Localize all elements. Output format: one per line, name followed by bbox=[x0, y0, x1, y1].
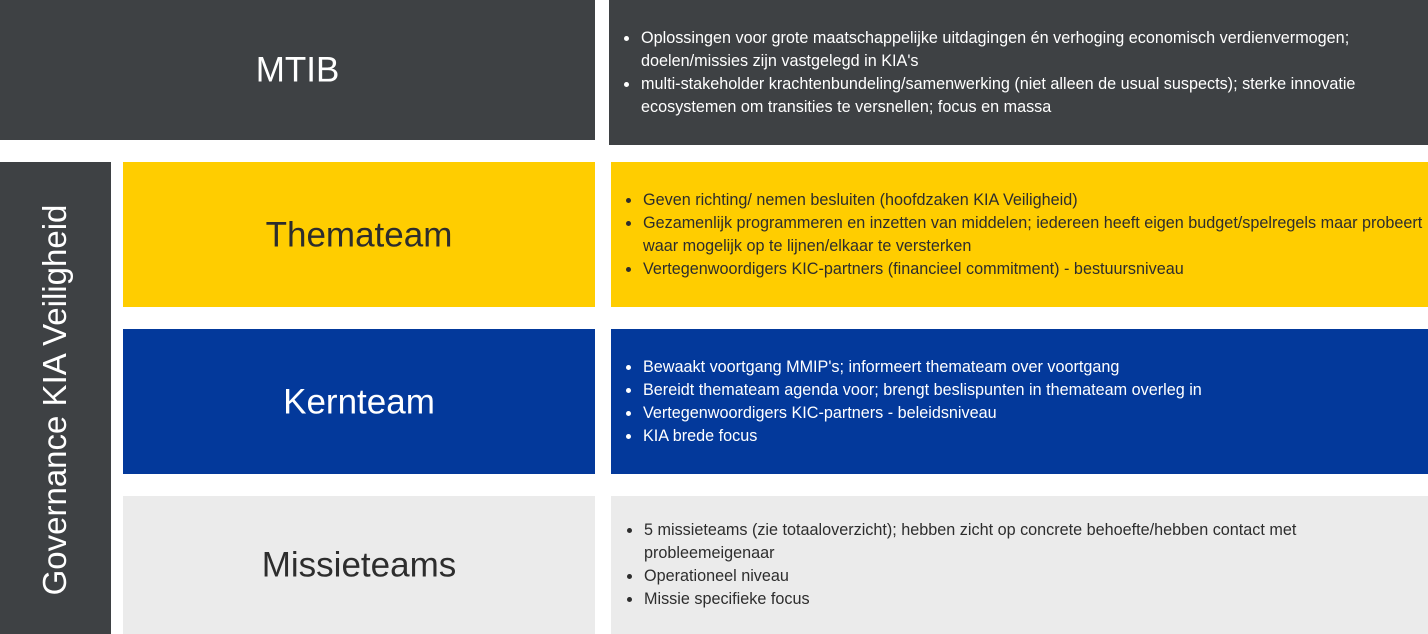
missieteams-bullet: 5 missieteams (zie totaaloverzicht); hebben zicht op concrete behoefte/hebben contact met probleemeigenaar bbox=[644, 519, 1404, 565]
kernteam-title: Kernteam bbox=[283, 382, 435, 421]
themateam-bullet-list bbox=[621, 189, 1423, 281]
kernteam-bullet: Bewaakt voortgang MMIP's; informeert themateam over voortgang bbox=[643, 356, 1423, 379]
missieteams-bullet: Missie specifieke focus bbox=[644, 588, 1404, 611]
kernteam-title-box bbox=[123, 329, 595, 474]
mtib-bullet: multi-stakeholder krachtenbundeling/samenwerking (niet alleen de usual suspects); sterke innovatie ecosystemen om transities te versnellen; focus en massa bbox=[641, 73, 1411, 119]
kernteam-bullet: Vertegenwoordigers KIC-partners - beleidsniveau bbox=[643, 402, 1423, 425]
missieteams-title: Missieteams bbox=[261, 545, 457, 585]
themateam-bullet: Geven richting/ nemen besluiten (hoofdzaken KIA Veiligheid) bbox=[643, 189, 1423, 212]
mtib-bullet-list bbox=[619, 27, 1411, 119]
missieteams-description-box bbox=[611, 496, 1428, 634]
kernteam-description-box bbox=[611, 329, 1428, 474]
kernteam-bullet: Bereidt themateam agenda voor; brengt beslispunten in themateam overleg in bbox=[643, 379, 1423, 402]
kernteam-bullet: KIA brede focus bbox=[643, 425, 1423, 448]
missieteams-title-box bbox=[123, 496, 595, 634]
themateam-bullet: Vertegenwoordigers KIC-partners (financieel commitment) - bestuursniveau bbox=[643, 258, 1423, 281]
missieteams-bullet-list bbox=[622, 519, 1404, 611]
mtib-bullet: Oplossingen voor grote maatschappelijke uitdagingen én verhoging economisch verdienvermogen; doelen/missies zijn vastgelegd in KIA's bbox=[641, 27, 1411, 73]
governance-side-label: Governance KIA Veiligheid bbox=[36, 204, 73, 596]
themateam-bullet: Gezamenlijk programmeren en inzetten van middelen; iedereen heeft eigen budget/spelregels maar probeert waar mogelijk op te lijnen/elkaar te versterken bbox=[643, 212, 1423, 258]
mtib-title-box bbox=[0, 0, 595, 140]
themateam-description-box bbox=[611, 162, 1428, 307]
mtib-description-box bbox=[609, 0, 1428, 145]
mtib-title: MTIB bbox=[255, 50, 340, 90]
missieteams-bullet: Operationeel niveau bbox=[644, 565, 1404, 588]
themateam-title-box bbox=[123, 162, 595, 307]
kernteam-bullet-list bbox=[621, 356, 1423, 448]
themateam-title: Themateam bbox=[265, 215, 453, 254]
